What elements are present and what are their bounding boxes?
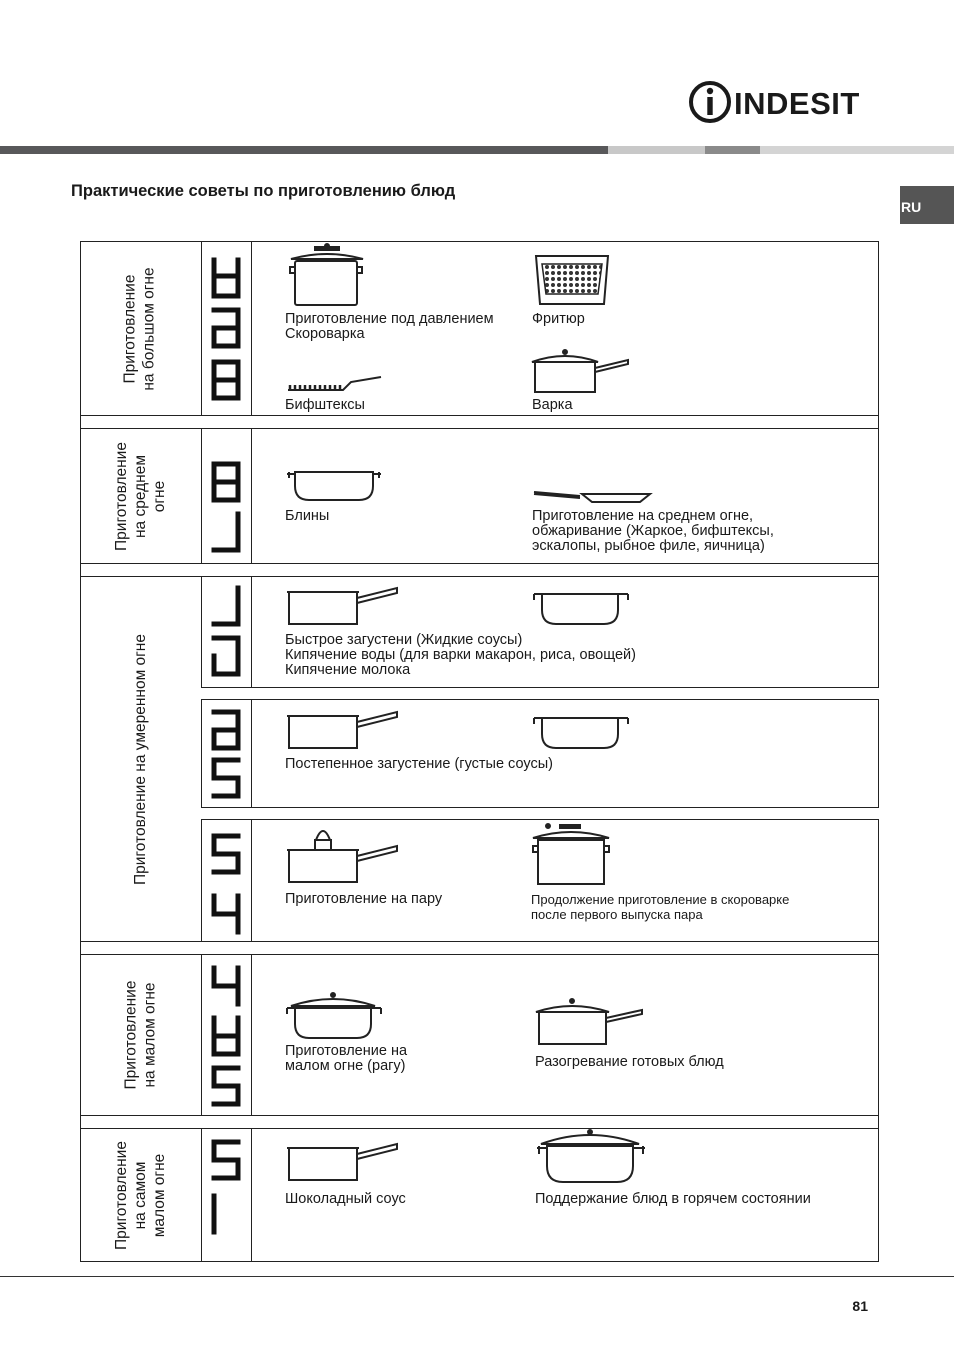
item-label bbox=[535, 1192, 811, 1207]
header-bar-dark bbox=[0, 146, 608, 154]
item-label bbox=[532, 509, 774, 554]
item-line: обжаривание (Жаркое, бифштексы, bbox=[532, 523, 774, 539]
column-divider bbox=[251, 954, 252, 1116]
category-very-low-heat bbox=[80, 1128, 200, 1262]
category-label: Приготовление на умеренном огне bbox=[131, 633, 149, 885]
item-line: эскалопы, рыбное филе, яичница) bbox=[532, 538, 765, 554]
indesit-logo-icon bbox=[688, 78, 732, 126]
item-line: Приготовление на bbox=[285, 1043, 408, 1059]
lcd-digits-6-5 bbox=[206, 704, 246, 804]
header-bar-light bbox=[608, 146, 705, 154]
grill-pan-icon bbox=[285, 374, 383, 394]
category-label: Приготовление bbox=[122, 274, 139, 383]
item-line: Продолжение приготовление в скороварке bbox=[531, 892, 790, 907]
casserole-icon bbox=[532, 712, 630, 752]
item-line: Кипячение воды (для варки макарон, риса, овощей) bbox=[285, 647, 636, 663]
section-spacer bbox=[80, 564, 879, 576]
lcd-digits-2-1 bbox=[206, 1136, 246, 1236]
item-line: Приготовление на среднем огне, bbox=[532, 508, 754, 524]
item-label bbox=[285, 312, 494, 342]
item-label bbox=[535, 1055, 724, 1070]
brand-name: INDESIT bbox=[734, 86, 860, 121]
item-line: Фритюр bbox=[532, 311, 585, 327]
category-label: Приготовление bbox=[121, 980, 139, 1090]
item-label bbox=[285, 757, 553, 772]
category-label: на самом bbox=[131, 1161, 149, 1229]
item-line: Кипячение молока bbox=[285, 662, 411, 678]
item-label bbox=[285, 1192, 406, 1207]
item-line: Приготовление на пару bbox=[285, 891, 443, 907]
section-spacer bbox=[80, 416, 879, 428]
item-line: Шоколадный соус bbox=[285, 1191, 406, 1207]
shallow-pot-icon bbox=[285, 466, 385, 504]
brand-logo bbox=[688, 78, 878, 130]
lcd-digits-9b-8 bbox=[206, 250, 246, 405]
item-line: малом огне (рагу) bbox=[285, 1058, 406, 1074]
page-number: 81 bbox=[852, 1298, 868, 1314]
item-line: Варка bbox=[532, 397, 573, 413]
item-label bbox=[285, 509, 329, 524]
lcd-digits-4-3-2 bbox=[206, 962, 246, 1112]
page-title: Практические советы по приготовлению блюд bbox=[71, 182, 456, 200]
item-line: Быстрое загустени (Жидкие соусы) bbox=[285, 632, 523, 648]
item-line: после первого выпуска пара bbox=[531, 907, 703, 922]
column-divider bbox=[201, 576, 202, 942]
lcd-digits-5-4 bbox=[206, 830, 246, 938]
saucepan-lid-icon bbox=[530, 348, 632, 396]
category-label: Приготовление bbox=[112, 1140, 130, 1250]
item-label bbox=[532, 398, 573, 413]
item-label bbox=[531, 892, 789, 922]
saucepan-icon bbox=[285, 710, 401, 752]
column-divider bbox=[201, 428, 202, 564]
lcd-digits-7-6 bbox=[206, 582, 246, 682]
saucepan-lid-icon bbox=[534, 996, 646, 1048]
frying-pan-icon bbox=[532, 488, 654, 504]
category-low-heat bbox=[80, 954, 200, 1116]
item-line: Поддержание блюд в горячем состоянии bbox=[535, 1191, 811, 1207]
column-divider bbox=[251, 576, 252, 687]
column-divider bbox=[251, 241, 252, 416]
category-label: огне bbox=[150, 480, 168, 512]
footer-rule bbox=[0, 1276, 954, 1277]
item-label bbox=[285, 1044, 407, 1074]
saucepan-icon bbox=[285, 1142, 401, 1184]
casserole-lid-icon bbox=[285, 990, 383, 1042]
item-line: Бифштексы bbox=[285, 397, 365, 413]
saucepan-icon bbox=[285, 586, 401, 628]
item-label bbox=[285, 398, 365, 413]
category-label: на большом огне bbox=[141, 266, 158, 391]
steamer-saucepan-icon bbox=[285, 824, 401, 886]
column-divider bbox=[251, 1128, 252, 1262]
header-bar-light-2 bbox=[760, 146, 954, 154]
casserole-icon bbox=[532, 588, 630, 628]
column-divider bbox=[201, 241, 202, 416]
wide-casserole-lid-icon bbox=[535, 1128, 647, 1186]
column-divider bbox=[251, 700, 252, 807]
category-label: малом огне bbox=[150, 1153, 168, 1237]
tall-pot-lid-icon bbox=[530, 822, 614, 888]
category-label: Приготовление bbox=[112, 441, 130, 551]
item-line: Приготовление под давлением bbox=[285, 311, 494, 327]
category-label: на малом огне bbox=[140, 982, 158, 1088]
category-high-heat bbox=[80, 241, 200, 416]
language-tab bbox=[900, 186, 954, 224]
header-bar-mid bbox=[705, 146, 760, 154]
subsection-spacer bbox=[201, 687, 879, 700]
category-moderate-heat bbox=[80, 576, 200, 942]
section-spacer bbox=[80, 942, 879, 954]
item-label bbox=[532, 312, 585, 327]
deep-fryer-basket-icon bbox=[532, 252, 612, 308]
column-divider bbox=[251, 428, 252, 564]
item-line: Постепенное загустение (густые соусы) bbox=[285, 756, 553, 772]
lcd-digits-8-7 bbox=[206, 458, 246, 558]
category-label: на среднем bbox=[131, 454, 149, 538]
column-divider bbox=[201, 954, 202, 1116]
item-line: Разогревание готовых блюд bbox=[535, 1054, 724, 1070]
section-spacer bbox=[80, 1116, 879, 1128]
item-line: Скороварка bbox=[285, 326, 365, 342]
pressure-cooker-icon bbox=[287, 241, 369, 309]
column-divider bbox=[251, 820, 252, 942]
subsection-spacer bbox=[201, 807, 879, 820]
language-tab-label: RU bbox=[901, 199, 922, 215]
column-divider bbox=[201, 1128, 202, 1262]
item-line: Блины bbox=[285, 508, 330, 524]
item-label bbox=[285, 892, 442, 907]
category-medium-heat bbox=[80, 428, 200, 564]
item-label bbox=[285, 633, 636, 678]
